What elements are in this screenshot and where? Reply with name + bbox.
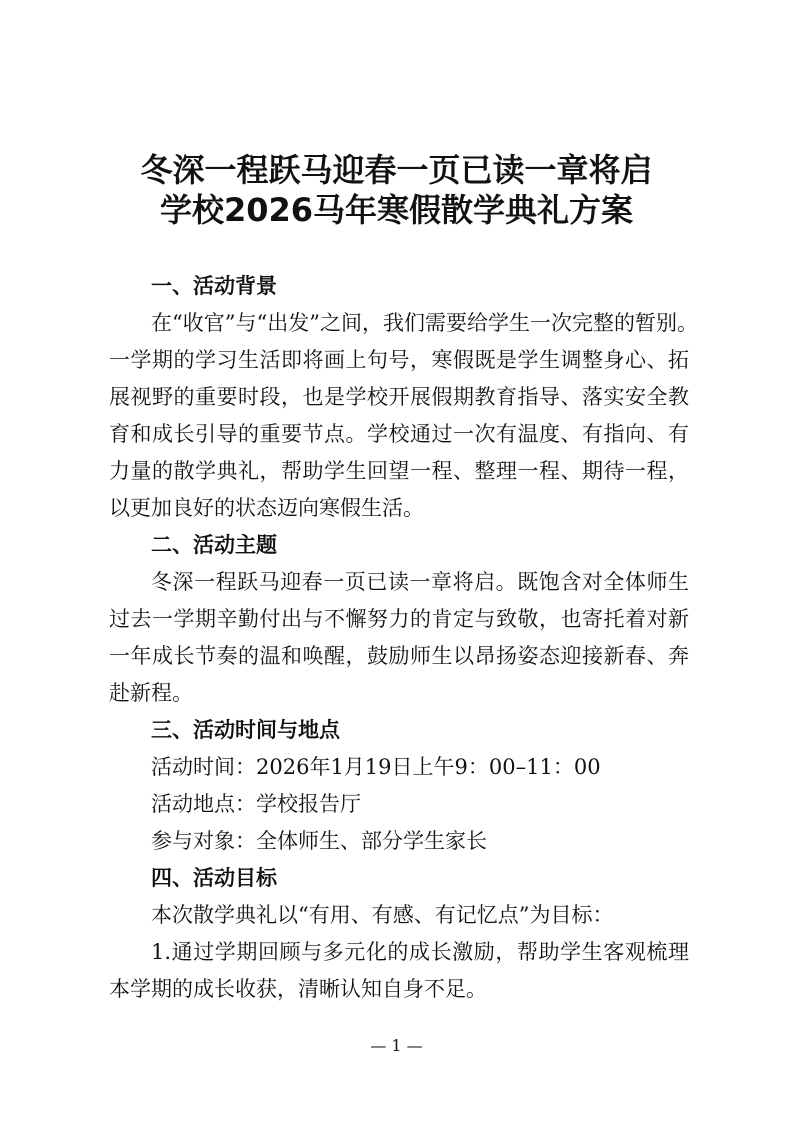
- paragraph-line: 以更加良好的状态迈向寒假生活。: [109, 496, 424, 520]
- document-body: [109, 268, 698, 1008]
- paragraph-line: 展视野的重要时段，也是学校开展假期教育指导、落实安全教: [109, 385, 689, 409]
- paragraph-line: 参与对象：全体师生、部分学生家长: [151, 829, 487, 853]
- page-number: — 1 —: [370, 1036, 423, 1055]
- document-title-line-1: 冬深一程跃马迎春一页已读一章将启: [140, 151, 653, 189]
- paragraph-line: 1.通过学期回顾与多元化的成长激励，帮助学生客观梳理: [151, 940, 689, 964]
- paragraph-line: 冬深一程跃马迎春一页已读一章将启。既饱含对全体师生: [151, 570, 689, 594]
- paragraph-line: 过去一学期辛勤付出与不懈努力的肯定与致敬，也寄托着对新: [109, 607, 689, 631]
- document-title-line-2: 学校2026马年寒假散学典礼方案: [159, 191, 634, 229]
- section-heading: 一、活动背景: [151, 274, 277, 298]
- paragraph-line: 本学期的成长收获，清晰认知自身不足。: [109, 977, 487, 1001]
- paragraph-line: 力量的散学典礼，帮助学生回望一程、整理一程、期待一程，: [109, 459, 689, 483]
- paragraph-line: 在“收官”与“出发”之间，我们需要给学生一次完整的暂别。: [151, 311, 698, 335]
- section-heading: 四、活动目标: [151, 866, 277, 890]
- paragraph-line: 一学期的学习生活即将画上句号，寒假既是学生调整身心、拓: [109, 348, 689, 372]
- paragraph-line: 活动地点：学校报告厅: [151, 792, 361, 816]
- paragraph-line: 活动时间：2026年1月19日上午9：00–11：00: [151, 755, 601, 779]
- paragraph-line: 育和成长引导的重要节点。学校通过一次有温度、有指向、有: [109, 422, 689, 446]
- section-heading: 三、活动时间与地点: [151, 718, 340, 742]
- paragraph-line: 赴新程。: [109, 681, 193, 705]
- paragraph-line: 一年成长节奏的温和唤醒，鼓励师生以昂扬姿态迎接新春、奔: [109, 644, 689, 668]
- paragraph-line: 本次散学典礼以“有用、有感、有记忆点”为目标：: [151, 903, 614, 927]
- section-heading: 二、活动主题: [151, 533, 277, 557]
